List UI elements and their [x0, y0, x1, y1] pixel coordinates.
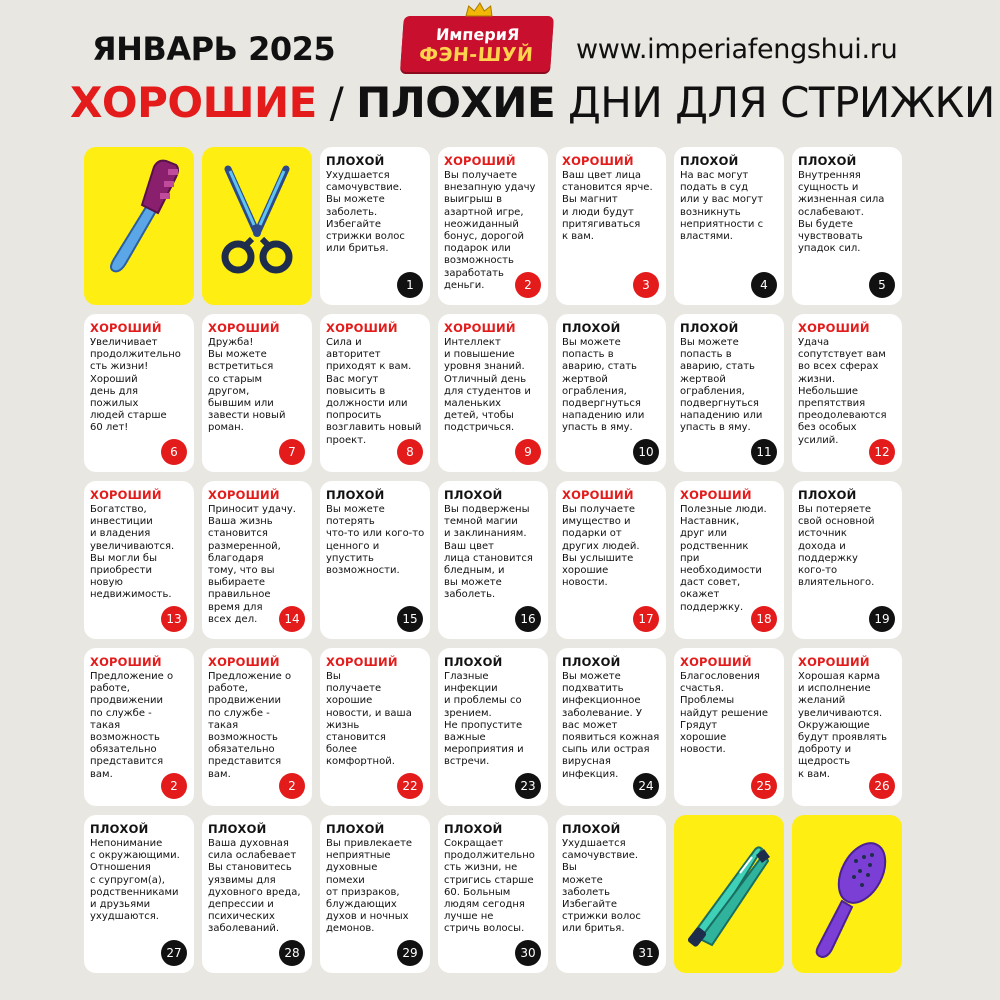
scissors-icon: [202, 147, 312, 305]
brand-logo[interactable]: [400, 16, 554, 72]
day-status-label: ПЛОХОЙ: [208, 822, 267, 836]
day-description: Дружба! Вы можете встретиться со старым другом, бывшим или завести новый роман.: [208, 337, 286, 434]
day-description: Сокращает продолжительно сть жизни, не стригись старше 60. Больным людям сегодня лучше не стричь волосы.: [444, 838, 535, 935]
day-cell: [674, 147, 784, 305]
day-cell: [438, 815, 548, 973]
paddle-brush-icon: [792, 815, 902, 973]
day-cell: [792, 147, 902, 305]
hair-straightener-icon: [674, 815, 784, 973]
day-status-label: ПЛОХОЙ: [444, 488, 503, 502]
day-number-badge: 8: [397, 439, 423, 465]
day-number-badge: 7: [279, 439, 305, 465]
day-cell: [792, 314, 902, 472]
day-number-badge: 16: [515, 606, 541, 632]
day-status-label: ХОРОШИЙ: [90, 488, 162, 502]
day-number-badge: 12: [869, 439, 895, 465]
day-cell: [556, 314, 666, 472]
page-title: [70, 78, 995, 127]
day-number-badge: 28: [279, 940, 305, 966]
day-description: Предложение о работе, продвижении по службе - такая возможность обязательно представится вам.: [90, 671, 174, 780]
day-status-label: ХОРОШИЙ: [90, 655, 162, 669]
day-status-label: ПЛОХОЙ: [444, 822, 503, 836]
day-cell: [320, 481, 430, 639]
decor-hair-brush: [84, 147, 194, 305]
day-number-badge: 27: [161, 940, 187, 966]
day-description: Вы можете потерять что-то или кого-то ценного и упустить возможности.: [326, 504, 425, 577]
day-number-badge: 17: [633, 606, 659, 632]
day-status-label: ХОРОШИЙ: [680, 655, 752, 669]
day-status-label: ПЛОХОЙ: [326, 154, 385, 168]
day-number-badge: 9: [515, 439, 541, 465]
day-cell: [438, 314, 548, 472]
day-description: Ваша духовная сила ослабевает Вы становитесь уязвимы для духовного вреда, депрессии и психических заболеваний.: [208, 838, 301, 935]
day-description: Внутренняя сущность и жизненная сила ослабевают. Вы будете чувствовать упадок сил.: [798, 170, 885, 255]
day-status-label: ХОРОШИЙ: [444, 154, 516, 168]
day-description: Предложение о работе, продвижении по службе - такая возможность обязательно представится вам.: [208, 671, 292, 780]
day-description: Увеличивает продолжительно сть жизни! Хороший день для пожилых людей старше 60 лет!: [90, 337, 181, 434]
day-cell: [202, 815, 312, 973]
day-description: Полезные люди. Наставник, друг или родственник при необходимости даст совет, окажет поддержку.: [680, 504, 767, 613]
day-number-badge: 24: [633, 773, 659, 799]
day-number-badge: 1: [397, 272, 423, 298]
day-description: Вы получаете имущество и подарки от других людей. Вы услышите хорошие новости.: [562, 504, 640, 589]
day-number-badge: 4: [751, 272, 777, 298]
day-description: Вы потеряете свой основной источник дохода и поддержку кого-то влиятельного.: [798, 504, 875, 589]
day-status-label: ХОРОШИЙ: [326, 655, 398, 669]
day-description: Вы можете подхватить инфекционное заболевание. У вас может появиться кожная сыпь или острая вирусная инфекция.: [562, 671, 660, 780]
day-status-label: ХОРОШИЙ: [562, 154, 634, 168]
day-cell: [320, 648, 430, 806]
day-status-label: ПЛОХОЙ: [444, 655, 503, 669]
day-description: Приносит удачу. Ваша жизнь становится размеренной, благодаря тому, что вы выбираете правильное время для всех дел.: [208, 504, 296, 625]
day-cell: [438, 648, 548, 806]
decor-paddle-brush: [792, 815, 902, 973]
day-status-label: ПЛОХОЙ: [326, 488, 385, 502]
day-cell: [84, 481, 194, 639]
day-status-label: ПЛОХОЙ: [562, 321, 621, 335]
day-description: Ухудшается самочувствие. Вы можете заболеть Избегайте стрижки волос или бритья.: [562, 838, 641, 935]
day-status-label: ХОРОШИЙ: [798, 655, 870, 669]
day-description: Ваш цвет лица становится ярче. Вы магнит и люди будут притягиваться к вам.: [562, 170, 653, 243]
header: [0, 0, 1000, 140]
title-separator: /: [316, 78, 357, 127]
day-description: Вы можете попасть в аварию, стать жертвой ограбления, подвергнуться нападению или упасть в яму.: [680, 337, 763, 434]
day-description: На вас могут подать в суд или у вас могут возникнуть неприятности с властями.: [680, 170, 764, 243]
day-status-label: ХОРОШИЙ: [208, 488, 280, 502]
day-cell: [320, 147, 430, 305]
calendar-grid: [84, 147, 916, 975]
day-description: Непонимание с окружающими. Отношения с супругом(а), родственниками и друзьями ухудшаются.: [90, 838, 180, 923]
day-number-badge: 13: [161, 606, 187, 632]
day-description: Интеллект и повышение уровня знаний. Отличный день для студентов и маленьких детей, чтобы подстричься.: [444, 337, 531, 434]
day-cell: [84, 314, 194, 472]
day-number-badge: 30: [515, 940, 541, 966]
day-status-label: ПЛОХОЙ: [326, 822, 385, 836]
day-cell: [674, 314, 784, 472]
day-cell: [438, 147, 548, 305]
day-status-label: ХОРОШИЙ: [90, 321, 162, 335]
day-cell: [202, 314, 312, 472]
day-status-label: ХОРОШИЙ: [798, 321, 870, 335]
day-status-label: ПЛОХОЙ: [798, 154, 857, 168]
day-number-badge: 26: [869, 773, 895, 799]
title-good: ХОРОШИЕ: [70, 78, 317, 127]
day-status-label: ПЛОХОЙ: [90, 822, 149, 836]
day-status-label: ПЛОХОЙ: [562, 655, 621, 669]
month-title: ЯНВАРЬ 2025: [92, 30, 336, 68]
day-cell: [202, 648, 312, 806]
day-number-badge: 2: [279, 773, 305, 799]
website-link[interactable]: www.imperiafengshui.ru: [576, 34, 898, 65]
day-number-badge: 18: [751, 606, 777, 632]
day-description: Вы получаете хорошие новости, и ваша жизнь становится более комфортной.: [326, 671, 412, 768]
day-description: Ухудшается самочувствие. Вы можете заболеть. Избегайте стрижки волос или бритья.: [326, 170, 405, 255]
day-cell: [202, 481, 312, 639]
day-number-badge: 23: [515, 773, 541, 799]
day-cell: [556, 815, 666, 973]
day-cell: [674, 648, 784, 806]
day-description: Вы привлекаете неприятные духовные помехи от призраков, блуждающих духов и ночных демонов.: [326, 838, 413, 935]
day-status-label: ХОРОШИЙ: [208, 321, 280, 335]
day-description: Удача сопутствует вам во всех сферах жизни. Небольшие препятствия преодолеваются без особых усилий.: [798, 337, 887, 446]
day-number-badge: 22: [397, 773, 423, 799]
day-description: Богатство, инвестиции и владения увеличиваются. Вы могли бы приобрести новую недвижимость.: [90, 504, 175, 601]
day-number-badge: 5: [869, 272, 895, 298]
day-number-badge: 31: [633, 940, 659, 966]
day-number-badge: 19: [869, 606, 895, 632]
day-cell: [556, 147, 666, 305]
day-number-badge: 10: [633, 439, 659, 465]
logo-text-line2: ФЭН-ШУЙ: [418, 44, 535, 66]
day-number-badge: 15: [397, 606, 423, 632]
day-status-label: ХОРОШИЙ: [326, 321, 398, 335]
day-cell: [438, 481, 548, 639]
day-cell: [320, 815, 430, 973]
day-status-label: ХОРОШИЙ: [562, 488, 634, 502]
day-status-label: ПЛОХОЙ: [798, 488, 857, 502]
day-status-label: ХОРОШИЙ: [444, 321, 516, 335]
day-number-badge: 29: [397, 940, 423, 966]
day-status-label: ПЛОХОЙ: [562, 822, 621, 836]
crown-icon: [464, 2, 495, 18]
day-description: Благословения счастья. Проблемы найдут решение Грядут хорошие новости.: [680, 671, 768, 756]
day-cell: [792, 481, 902, 639]
day-description: Вы получаете внезапную удачу выигрыш в азартной игре, неожиданный бонус, дорогой подарок или возможность заработать деньги.: [444, 170, 536, 291]
day-cell: [674, 481, 784, 639]
day-cell: [84, 815, 194, 973]
day-status-label: ПЛОХОЙ: [680, 154, 739, 168]
day-description: Сила и авторитет приходят к вам. Вас могут повысить в должности или попросить возглавить новый проект.: [326, 337, 422, 446]
title-bad: ПЛОХИЕ: [356, 78, 556, 127]
hair-brush-icon: [84, 147, 194, 305]
decor-scissors: [202, 147, 312, 305]
day-number-badge: 11: [751, 439, 777, 465]
logo-text-line1: ИмпериЯ: [435, 25, 521, 44]
day-status-label: ПЛОХОЙ: [680, 321, 739, 335]
day-number-badge: 25: [751, 773, 777, 799]
day-cell: [84, 648, 194, 806]
day-cell: [556, 481, 666, 639]
day-description: Глазные инфекции и проблемы со зрением. Не пропустите важные мероприятия и встречи.: [444, 671, 524, 768]
day-description: Хорошая карма и исполнение желаний увеличиваются. Окружающие будут проявлять доброту и щедрость к вам.: [798, 671, 887, 780]
day-number-badge: 6: [161, 439, 187, 465]
day-status-label: ХОРОШИЙ: [680, 488, 752, 502]
day-cell: [792, 648, 902, 806]
title-rest: ДНИ ДЛЯ СТРИЖКИ: [555, 78, 995, 127]
decor-hair-straightener: [674, 815, 784, 973]
day-cell: [320, 314, 430, 472]
day-cell: [556, 648, 666, 806]
day-description: Вы подвержены темной магии и заклинаниям. Ваш цвет лица становится бледным, и вы можете заболеть.: [444, 504, 533, 601]
day-number-badge: 2: [515, 272, 541, 298]
day-status-label: ХОРОШИЙ: [208, 655, 280, 669]
day-number-badge: 3: [633, 272, 659, 298]
day-number-badge: 2: [161, 773, 187, 799]
day-number-badge: 14: [279, 606, 305, 632]
day-description: Вы можете попасть в аварию, стать жертвой ограбления, подвергнуться нападению или упасть в яму.: [562, 337, 645, 434]
